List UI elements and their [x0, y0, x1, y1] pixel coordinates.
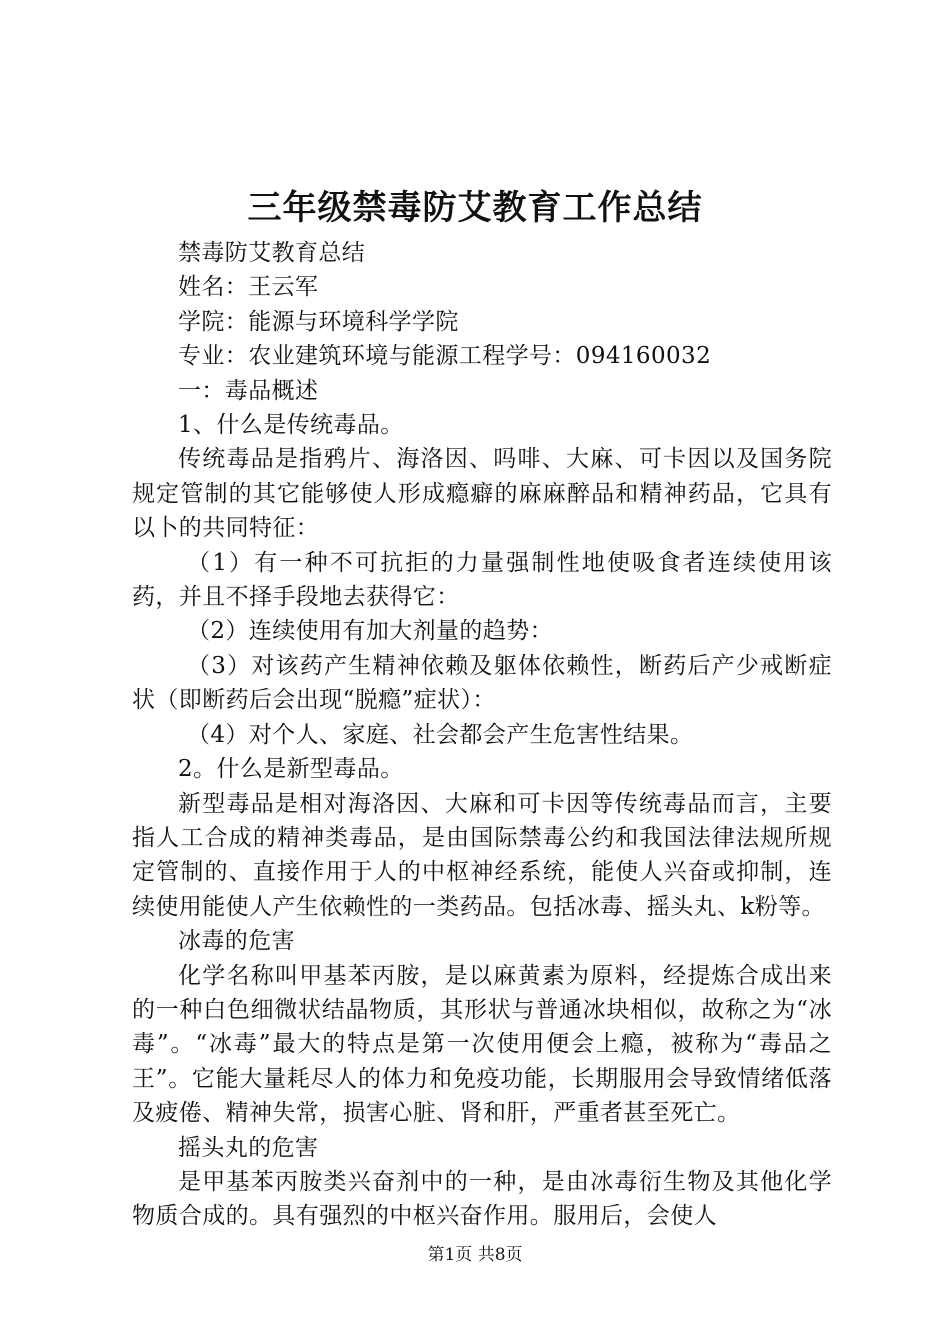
- page-footer: 第1页 共8页: [427, 1245, 523, 1265]
- paragraph: 一：毒品概述: [178, 377, 319, 404]
- paragraph: 是甲基苯丙胺类兴奋剂中的一种，是由冰毒衍生物及其他化学物质合成的。具有强烈的中枢兴奋作用。服用后，会使人: [132, 1168, 832, 1230]
- paragraph: 禁毒防艾教育总结: [178, 240, 366, 266]
- paragraph: 2。什么是新型毒品。: [178, 756, 404, 783]
- paragraph: 1、什么是传统毒品。: [178, 412, 404, 439]
- paragraph: 新型毒品是相对海洛因、大麻和可卡因等传统毒品而言，主要指人工合成的精神类毒品，是由国际禁毒公约和我国法律法规所规定管制的、直接作用于人的中枢神经系统，能使人兴奋或抑制，连续使用能使人产生依赖性的一类药品。包括冰毒、摇头丸、k粉等。: [132, 790, 832, 920]
- paragraph: 化学名称叫甲基苯丙胺，是以麻黄素为原料，经提炼合成出来的一种白色细微状结晶物质，其形状与普通冰块相似，故称之为“冰毒”。“冰毒”最大的特点是第一次使用便会上瘾，被称为“毒品之王”。它能大量耗尽人的体力和免疫功能，长期服用会导致情绪低落及疲倦、精神失常，损害心脏、肾和肝，严重者甚至死亡。: [132, 962, 832, 1127]
- paragraph: （2）连续使用有加大剂量的趋势：: [187, 618, 554, 645]
- paragraph: 摇头丸的危害: [178, 1134, 319, 1161]
- paragraph: 学院：能源与环境科学学院: [178, 308, 459, 335]
- document-title: 三年级禁毒防艾教育工作总结: [247, 188, 703, 228]
- document-body: [132, 236, 832, 1234]
- paragraph: 冰毒的危害: [178, 928, 295, 955]
- paragraph: 传统毒品是指鸦片、海洛因、吗啡、大麻、可卡因以及国务院规定管制的其它能够使人形成瘾癖的麻麻醉品和精神药品，它具有以卜的共同特征：: [132, 446, 832, 542]
- paragraph: 姓名：王云军: [178, 274, 319, 301]
- paragraph: （3）对该药产生精神依赖及躯体依赖性，断药后产少戒断症状（即断药后会出现“脱瘾”症状）：: [132, 652, 832, 714]
- paragraph: 专业：农业建筑环境与能源工程学号：094160032: [178, 343, 712, 370]
- paragraph: （4）对个人、家庭、社会都会产生危害性结果。: [187, 721, 694, 748]
- paragraph: （1）有一种不可抗拒的力量强制性地使吸食者连续使用该药，并且不择手段地去获得它：: [132, 549, 832, 611]
